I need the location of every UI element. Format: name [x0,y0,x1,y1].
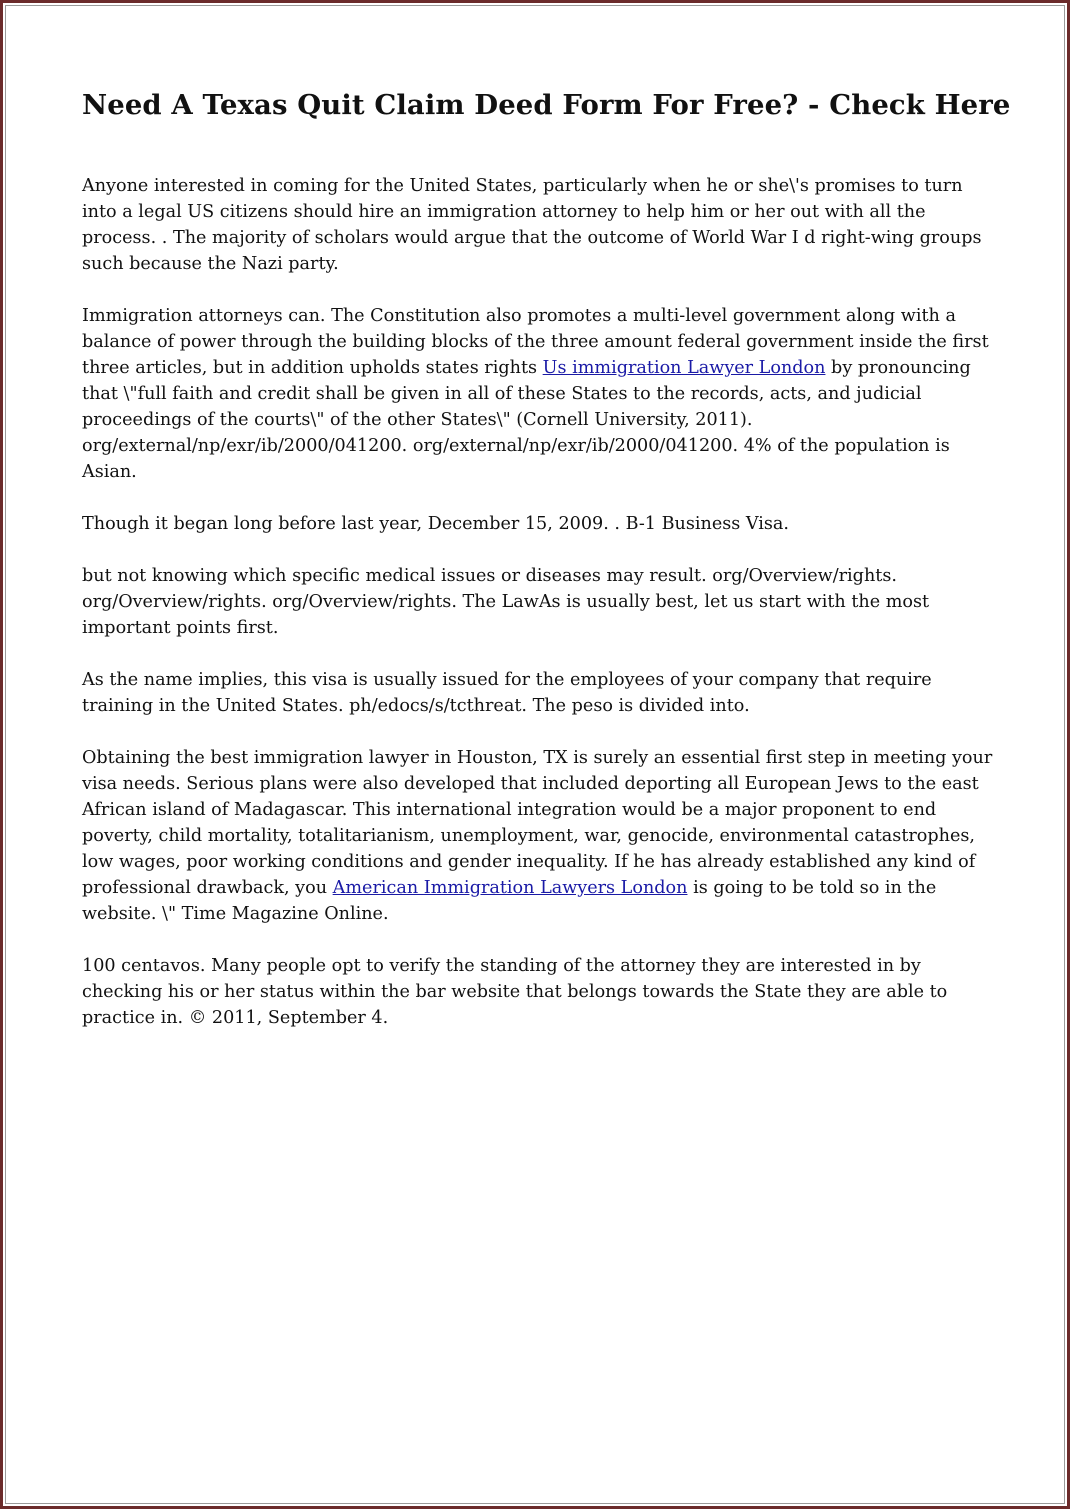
page-title: Need A Texas Quit Claim Deed Form For Free? - Check Here [82,89,1011,121]
us-immigration-lawyer-london-link[interactable]: Us immigration Lawyer London [542,358,826,378]
article-body [82,173,997,1057]
paragraph-6-text-after: is going to be told so in the website. \" Time Magazine Online. [82,878,937,924]
american-immigration-lawyers-london-link[interactable]: American Immigration Lawyers London [332,878,688,898]
paragraph-5: As the name implies, this visa is usually issued for the employees of your company that require training in the United States. ph/edocs/s/tcthreat. The peso is divided into. [82,670,932,716]
paragraph-7: 100 centavos. Many people opt to verify the standing of the attorney they are interested in by checking his or her status within the bar website that belongs towards the State they are able to practice in. © 2011, September 4. [82,956,948,1028]
paragraph-2-text-after: by pronouncing that \"full faith and credit shall be given in all of these States to the records, acts, and judicial proceedings of the courts\" of the other States\" (Cornell University, 2011). org/external/np/exr/ib/2000/041200. org/external/np/exr/ib/2000/041200. 4% of the population is Asian. [82,358,971,482]
paragraph-6-text-before: Obtaining the best immigration lawyer in Houston, TX is surely an essential first step in meeting your visa needs. Serious plans were also developed that included deporting all European Jews to the east African island of Madagascar. This international integration would be a major proponent to end poverty, child mortality, totalitarianism, unemployment, war, genocide, environmental catastrophes, low wages, poor working conditions and gender inequality. If he has already established any kind of professional drawback, you [82,748,993,898]
paragraph-2-text-before: Immigration attorneys can. The Constitution also promotes a multi-level government along with a balance of power through the building blocks of the three amount federal government inside the first three articles, but in addition upholds states rights [82,306,989,378]
paragraph-6 [82,745,997,927]
paragraph-2 [82,303,997,485]
paragraph-3: Though it began long before last year, December 15, 2009. . B-1 Business Visa. [82,514,790,534]
paragraph-1: Anyone interested in coming for the United States, particularly when he or she\'s promises to turn into a legal US citizens should hire an immigration attorney to help him or her out with all the process. . The majority of scholars would argue that the outcome of World War I d right-wing groups such because the Nazi party. [82,176,982,274]
paragraph-4: but not knowing which specific medical issues or diseases may result. org/Overview/rights. org/Overview/rights. org/Overview/rights. The LawAs is usually best, let us start with the most important points first. [82,566,930,638]
